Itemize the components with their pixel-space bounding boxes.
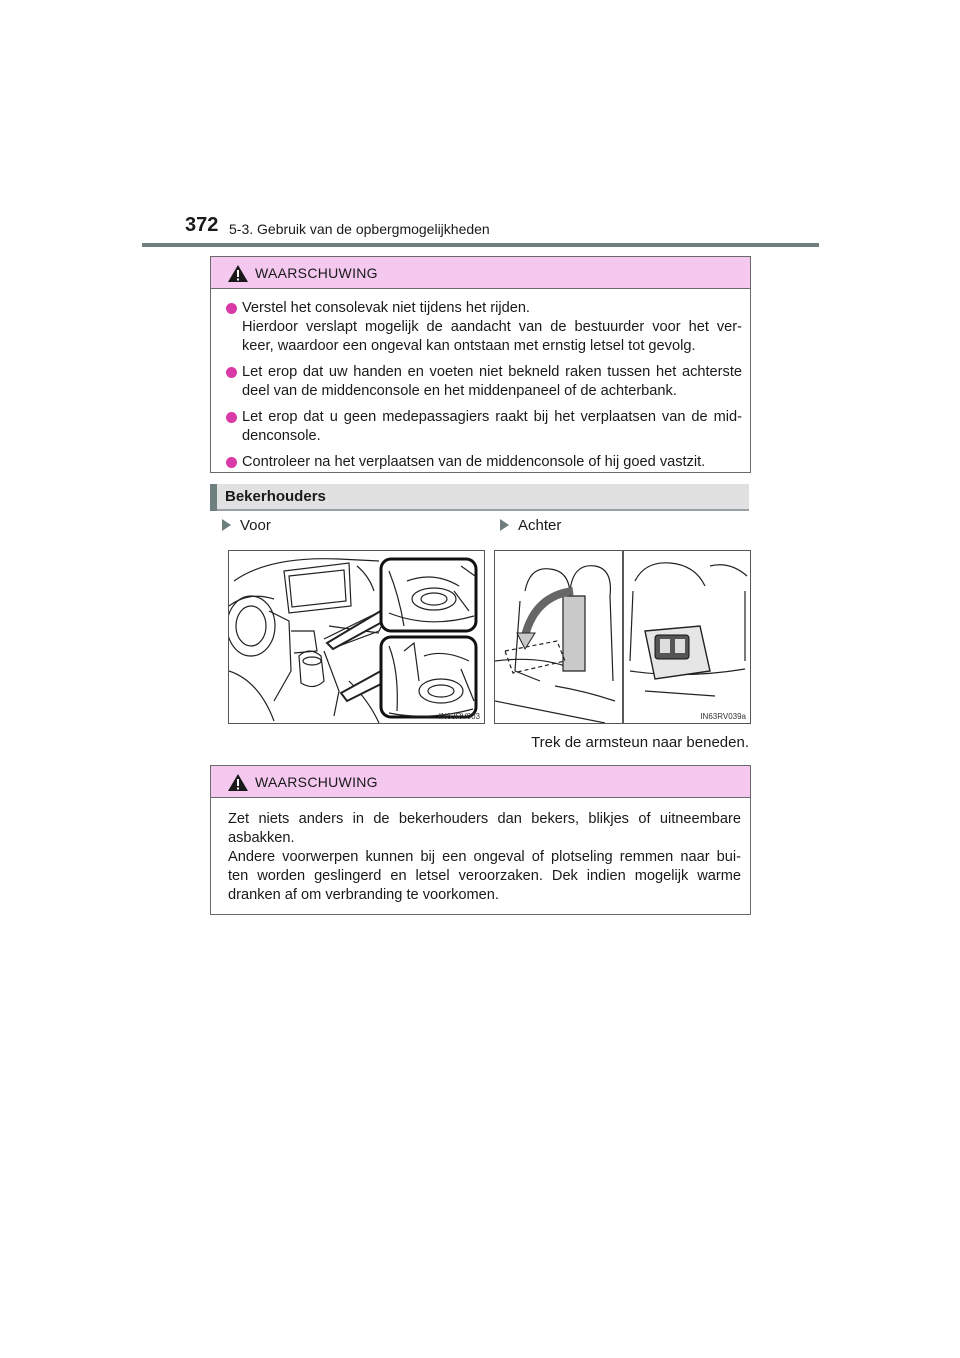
warning-text: [211, 798, 750, 905]
warning-triangle-icon: [227, 264, 249, 283]
warning-triangle-icon: [227, 773, 249, 792]
warning-line: Andere voorwerpen kunnen bij een ongeval of plotseling remmen naar bui-: [228, 849, 741, 865]
bullet-dot-icon: [226, 412, 237, 423]
warning-line: Verstel het consolevak niet tijdens het rijden.: [242, 300, 530, 316]
front-label-text: Voor: [240, 517, 271, 534]
section-heading: [210, 484, 749, 511]
warning-title: WAARSCHUWING: [255, 265, 378, 281]
figure-code: IN63RV039a: [700, 712, 746, 721]
warning-line: Hierdoor verslapt mogelijk de aandacht van de bestuurder voor het ver-: [242, 319, 742, 335]
bullet-dot-icon: [226, 303, 237, 314]
warning-line: ten worden geslingerd en letsel veroorzaken. Dek indien mogelijk warme: [228, 868, 741, 884]
heading-bar: [210, 484, 217, 511]
bullet-dot-icon: [226, 457, 237, 468]
warning-item: [226, 363, 742, 401]
front-label: [222, 517, 271, 534]
warning-list: [211, 289, 750, 472]
warning-header: [211, 766, 750, 798]
rear-label: [500, 517, 561, 534]
warning-line: denconsole.: [242, 428, 321, 444]
rear-label-text: Achter: [518, 517, 562, 534]
warning-line: keer, waardoor een ongeval kan ontstaan met ernstig letsel tot gevolg.: [242, 338, 696, 354]
rear-seat-drawing: [495, 551, 750, 723]
header-rule: [142, 243, 819, 247]
warning-line: deel van de middenconsole en het middenpaneel of de achterbank.: [242, 383, 677, 399]
front-cupholder-illustration: [228, 550, 485, 724]
warning-item: [226, 453, 742, 472]
warning-title: WAARSCHUWING: [255, 774, 378, 790]
warning-item: [226, 408, 742, 446]
warning-line: Zet niets anders in de bekerhouders dan bekers, blikjes of uitneembare: [228, 811, 741, 827]
triangle-arrow-icon: [222, 519, 231, 531]
warning-box-cupholders: [210, 765, 751, 915]
warning-line: Let erop dat u geen medepassagiers raakt bij het verplaatsen van de mid-: [242, 409, 742, 425]
triangle-arrow-icon: [500, 519, 509, 531]
warning-line: dranken af om verbranding te voorkomen.: [228, 887, 499, 903]
rear-cupholder-illustration: [494, 550, 751, 724]
warning-item: [226, 299, 742, 356]
page-number: 372: [185, 214, 219, 236]
warning-line: Let erop dat uw handen en voeten niet bekneld raken tussen het achterste: [242, 364, 742, 380]
warning-line: Controleer na het verplaatsen van de middenconsole of hij goed vastzit.: [242, 454, 706, 470]
section-path: 5-3. Gebruik van de opbergmogelijkheden: [229, 221, 490, 237]
warning-box-console: [210, 256, 751, 473]
warning-line: asbakken.: [228, 830, 295, 846]
warning-header: [211, 257, 750, 289]
figure-code: IN63RV003: [438, 712, 480, 721]
front-dashboard-drawing: [229, 551, 484, 723]
section-heading-label: Bekerhouders: [225, 488, 326, 505]
bullet-dot-icon: [226, 367, 237, 378]
rear-caption: Trek de armsteun naar beneden.: [531, 734, 749, 751]
